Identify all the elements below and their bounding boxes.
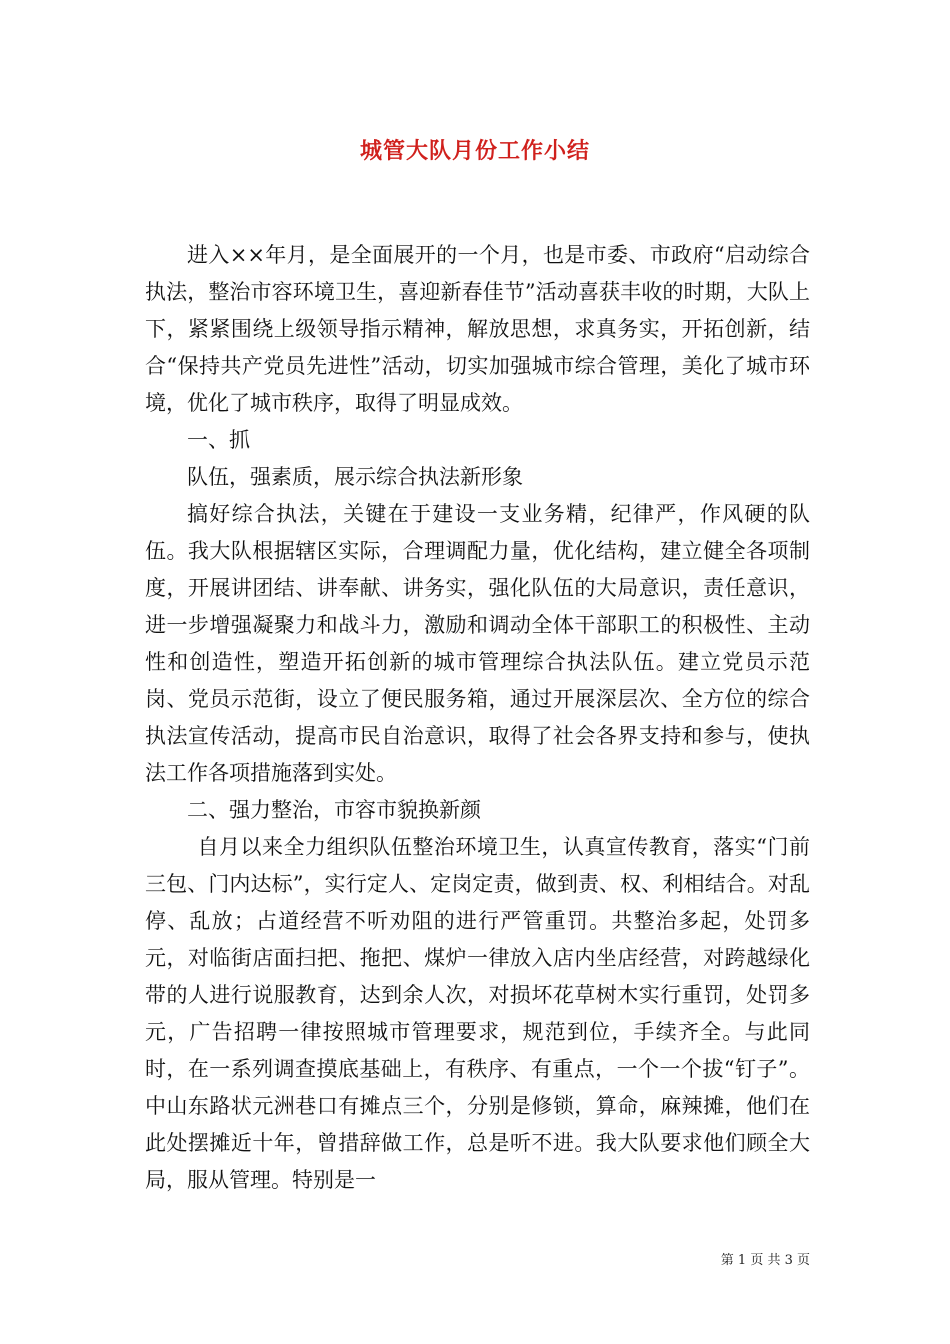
paragraph-team: 搞好综合执法，关键在于建设一支业务精，纪律严，作风硬的队伍。我大队根据辖区实际，合理调配力量，优化结构，建立健全各项制度，开展讲团结、讲奉献、讲务实，强化队伍的大局意识，责任意识，进一步增强凝聚力和战斗力，激励和调动全体干部职工的积极性、主动性和创造性，塑造开拓创新的城市管理综合执法队伍。建立党员示范岗、党员示范街，设立了便民服务箱，通过开展深层次、全方位的综合执法宣传活动，提高市民自治意识，取得了社会各界支持和参与，使执法工作各项措施落到实处。	[145, 502, 810, 785]
section-heading-1b: 队伍，强素质，展示综合执法新形象	[187, 465, 523, 489]
paragraph-rectification: 自月以来全力组织队伍整治环境卫生，认真宣传教育，落实“门前三包、门内达标”，实行定人、定岗定责，做到责、权、利相结合。对乱停、乱放；占道经营不听劝阻的进行严管重罚。共整治多起，处罚多元，对临街店面扫把、拖把、煤炉一律放入店内坐店经营，对跨越绿化带的人进行说服教育，达到余人次，对损坏花草树木实行重罚，处罚多元，广告招聘一律按照城市管理要求，规范到位，手续齐全。与此同时，在一系列调查摸底基础上，有秩序、有重点，一个一个拔“钉子”。中山东路状元洲巷口有摊点三个，分别是修锁，算命，麻辣摊，他们在此处摆摊近十年，曾措辞做工作，总是听不进。我大队要求他们顾全大局，服从管理。特别是一	[145, 835, 810, 1192]
page-number: 第 1 页 共 3 页	[720, 1253, 810, 1268]
section-heading-2: 二、强力整治，市容市貌换新颜	[187, 798, 481, 822]
document-title: 城管大队月份工作小结	[359, 138, 590, 164]
section-heading-1a: 一、抓	[187, 428, 250, 452]
paragraph-intro: 进入××年月，是全面展开的一个月，也是市委、市政府“启动综合执法，整治市容环境卫生，喜迎新春佳节”活动喜获丰收的时期，大队上下，紧紧围绕上级领导指示精神，解放思想，求真务实，开拓创新，结合“保持共产党员先进性”活动，切实加强城市综合管理，美化了城市环境，优化了城市秩序，取得了明显成效。	[145, 243, 810, 415]
document-body	[145, 237, 810, 1199]
